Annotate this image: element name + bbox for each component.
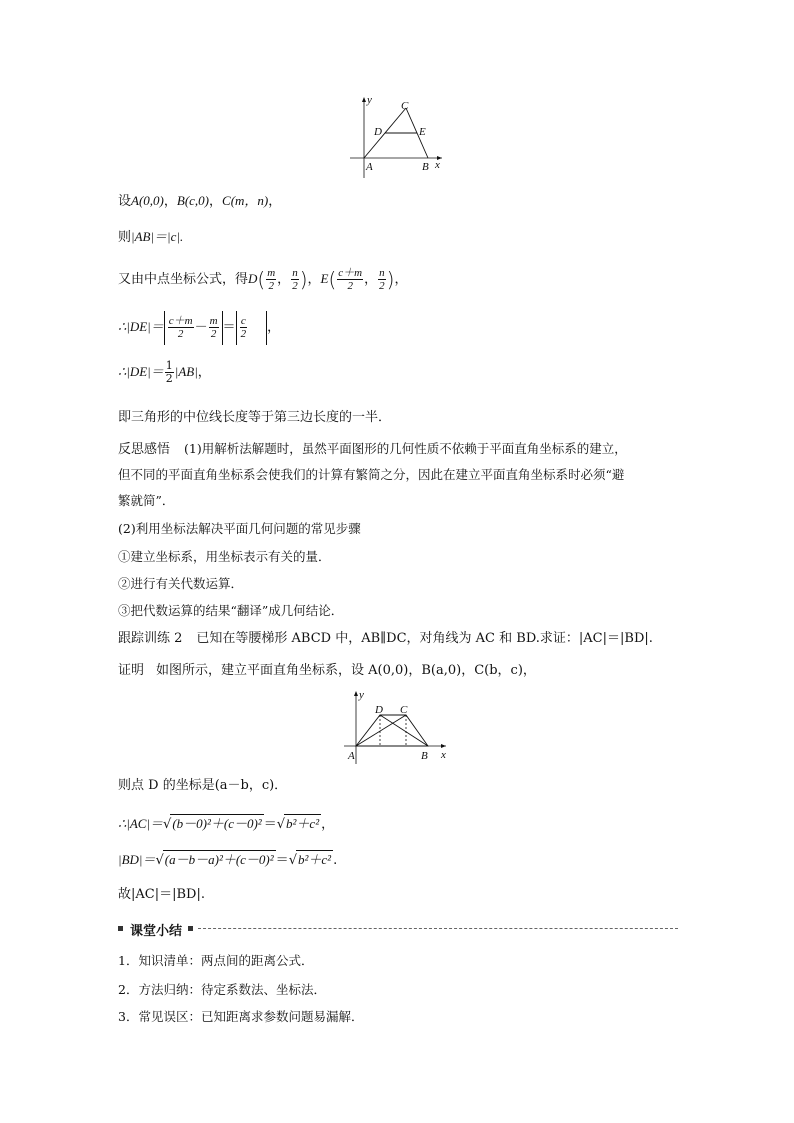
step-3: ③把代数运算的结果“翻译”成几何结论．: [118, 603, 344, 618]
ab-length-line: 则|AB|＝|c|.: [118, 229, 184, 245]
fig2-label-D: D: [375, 704, 383, 716]
summary-title: 课堂小结: [130, 924, 183, 939]
fig1-label-E: E: [419, 126, 426, 138]
conclusion-line: 即三角形的中位线长度等于第三边长度的一半．: [118, 410, 392, 425]
reflect-line-1: 反思感悟 (1)用解析法解题时，虽然平面图形的几何性质不依赖于平面直角坐标系的建立，: [118, 441, 627, 457]
triangle-figure: [346, 94, 450, 178]
d-coordinate-line: 则点 D 的坐标是(a－b，c)．: [118, 778, 288, 793]
fig1-label-y: y: [367, 94, 372, 106]
trapezoid-figure: [342, 688, 454, 764]
fig2-label-y: y: [359, 689, 364, 701]
fig1-label-B: B: [422, 161, 429, 173]
reflect-line-4: (2)利用坐标法解决平面几何问题的常见步骤: [118, 521, 361, 536]
reflect-title: 反思感悟: [118, 442, 171, 457]
de-length-line: ∴|DE|＝ $\frac{c+m}{2}$ － $\frac{m}{2}$ ＝ $\frac{c}{2}$ ，: [118, 310, 280, 345]
step-2: ②进行有关代数运算．: [118, 576, 244, 591]
final-line: 故|AC|＝|BD|.: [118, 887, 205, 902]
de-half-line: ∴|DE|＝ $\frac{1}{2}$ |AB|，: [118, 359, 211, 385]
bd-length-line: |BD|＝√(a－b－a)²＋(c－0)² ＝√b²＋c² .: [118, 852, 338, 868]
fig1-label-A: A: [366, 161, 373, 173]
proof-line: 证明 如图所示，建立平面直角坐标系，设 A(0,0)，B(a,0)，C(b，c)，: [118, 663, 536, 678]
fig1-label-x: x: [435, 159, 440, 171]
fig1-label-D: D: [374, 126, 382, 138]
fig1-label-C: C: [401, 100, 409, 112]
exercise-title: 跟踪训练 2: [118, 631, 183, 646]
summary-bullet-icon: [188, 926, 193, 931]
fig2-label-A: A: [348, 750, 355, 762]
reflect-line-2: 但不同的平面直角坐标系会使我们的计算有繁简之分，因此在建立平面直角坐标系时必须“避: [118, 467, 625, 482]
reflect-line-3: 繁就简”．: [118, 493, 175, 508]
ac-length-line: ∴|AC|＝√(b－0)²＋(c－0)² ＝√b²＋c² ，: [118, 816, 335, 832]
summary-item-2: 2．方法归纳：待定系数法、坐标法．: [118, 982, 326, 997]
summary-item-3: 3．常见误区：已知距离求参数问题易漏解．: [118, 1009, 364, 1024]
midpoint-line: 又由中点坐标公式，得D( $\frac{m}{2}$ ， $\frac{n}{2}$ )，E( $\frac{c+m}{2}$ ， $\frac{n}{2}$ )，: [118, 267, 408, 292]
summary-divider: [198, 928, 678, 929]
proof-title: 证明: [118, 663, 145, 678]
set-points-line: 设A(0,0)，B(c,0)，C(m，n)，: [118, 193, 282, 209]
fig2-label-C: C: [400, 704, 408, 716]
exercise-line: 跟踪训练 2 已知在等腰梯形 ABCD 中，AB∥DC，对角线为 AC 和 BD.求证：|AC|＝|BD|.: [118, 631, 653, 646]
summary-header: [118, 920, 678, 938]
fig2-label-B: B: [421, 750, 428, 762]
fig2-label-x: x: [441, 749, 446, 761]
step-1: ①建立坐标系，用坐标表示有关的量．: [118, 549, 331, 564]
summary-bullet-icon: [118, 926, 123, 931]
summary-item-1: 1．知识清单：两点间的距离公式．: [118, 953, 314, 968]
